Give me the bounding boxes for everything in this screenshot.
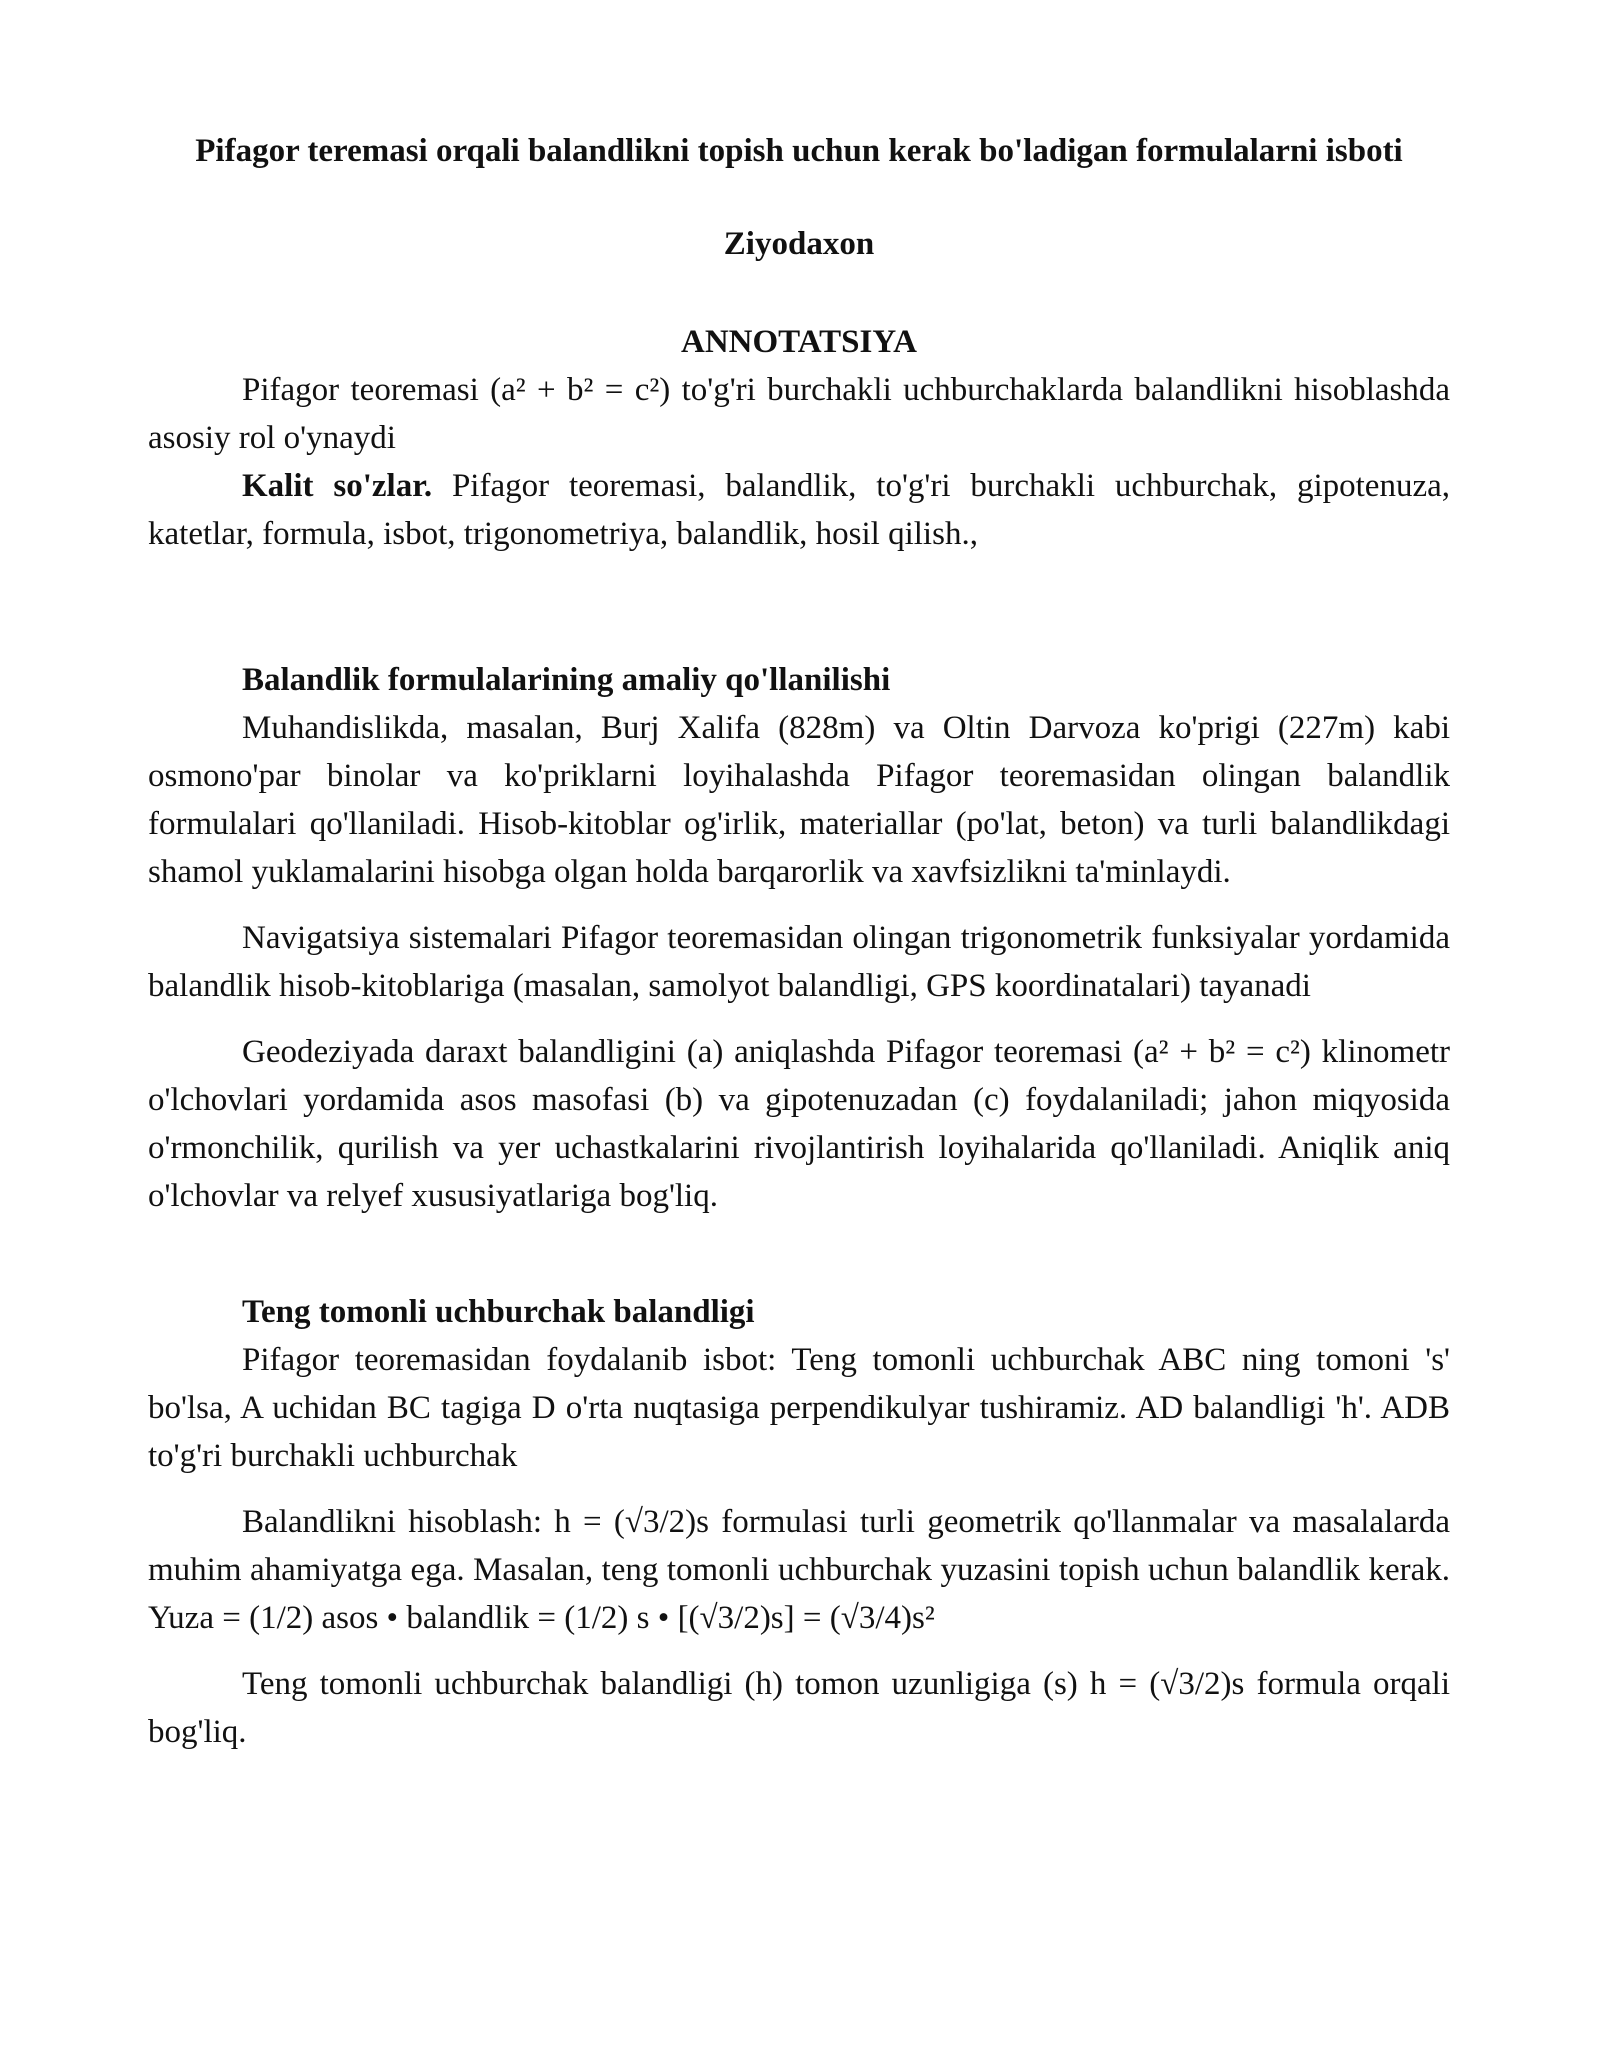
annotation-text: Pifagor teoremasi (a² + b² = c²) to'g'ri burchakli uchburchaklarda balandlikni hisoblashda asosiy rol o'ynaydi xyxy=(148,372,1450,456)
section1-paragraph-2: Navigatsiya sistemalari Pifagor teoremasidan olingan trigonometrik funksiyalar yordamida balandlik hisob-kitoblariga (masalan, samolyot balandligi, GPS koordinatalari) tayanadi xyxy=(148,920,1450,1004)
section1-paragraph-1: Muhandislikda, masalan, Burj Xalifa (828m) va Oltin Darvoza ko'prigi (227m) kabi osmono'par binolar va ko'priklarni loyihalashda Pifagor teoremasidan olingan balandlik formulalari qo'llaniladi. Hisob-kitoblar og'irlik, materiallar (po'lat, beton) va turli balandlikdagi shamol yuklamalarini hisobga olgan holda barqarorlik va xavfsizlikni ta'minlaydi. xyxy=(148,710,1450,890)
document-page xyxy=(148,128,1450,1756)
document-title: Pifagor teremasi orqali balandlikni topish uchun kerak bo'ladigan formulalarni isboti xyxy=(195,133,1403,169)
author-name: Ziyodaxon xyxy=(723,226,875,262)
section2-paragraph-3: Teng tomonli uchburchak balandligi (h) tomon uzunligiga (s) h = (√3/2)s formula orqali bog'liq. xyxy=(148,1666,1450,1750)
section2-paragraph-2: Balandlikni hisoblash: h = (√3/2)s formulasi turli geometrik qo'llanmalar va masalalarda muhim ahamiyatga ega. Masalan, teng tomonli uchburchak yuzasini topish uchun balandlik kerak. Yuza = (1/2) asos • balandlik = (1/2) s • [(√3/2)s] = (√3/4)s² xyxy=(148,1504,1450,1636)
section-heading-practical-use: Balandlik formulalarining amaliy qo'llanilishi xyxy=(242,662,891,698)
keywords-text: Pifagor teoremasi, balandlik, to'g'ri burchakli uchburchak, gipotenuza, katetlar, formula, isbot, trigonometriya, balandlik, hosil qilish., xyxy=(148,468,1450,552)
section2-paragraph-1: Pifagor teoremasidan foydalanib isbot: Teng tomonli uchburchak ABC ning tomoni 's' bo'lsa, A uchidan BC tagiga D o'rta nuqtasiga perpendikulyar tushiramiz. AD balandligi 'h'. ADB to'g'ri burchakli uchburchak xyxy=(148,1342,1450,1474)
keywords-label: Kalit so'zlar. xyxy=(242,468,433,504)
keywords-paragraph xyxy=(148,462,1450,558)
annotation-heading: ANNOTATSIYA xyxy=(681,324,917,360)
section-heading-equilateral-height: Teng tomonli uchburchak balandligi xyxy=(242,1294,755,1330)
section1-paragraph-3: Geodeziyada daraxt balandligini (a) aniqlashda Pifagor teoremasi (a² + b² = c²) klinometr o'lchovlari yordamida asos masofasi (b) va gipotenuzadan (c) foydalaniladi; jahon miqyosida o'rmonchilik, qurilish va yer uchastkalarini rivojlantirish loyihalarida qo'llaniladi. Aniqlik aniq o'lchovlar va relyef xususiyatlariga bog'liq. xyxy=(148,1034,1450,1214)
